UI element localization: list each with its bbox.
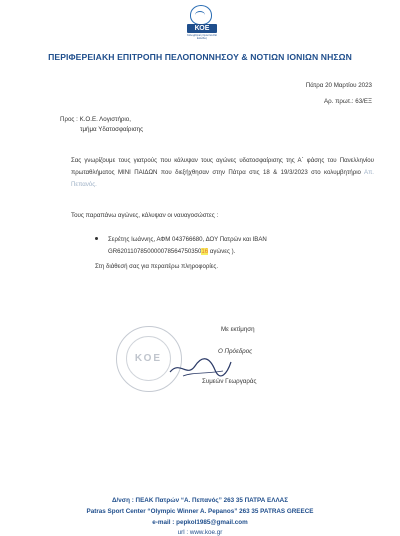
closing-line: Στη διάθεσή σας για περαιτέρω πληροφορίες. xyxy=(95,263,219,270)
letterhead-title: ΠΕΡΙΦΕΡΕΙΑΚΗ ΕΠΙΤΡΟΠΗ ΠΕΛΟΠΟΝΝΗΣΟΥ & ΝΟΤΙΩΝ ΙΟΝΙΩΝ ΝΗΣΩΝ xyxy=(48,52,352,62)
letter-body xyxy=(71,155,374,192)
protocol-number: Αρ. πρωτ.: 63/ΕΞ xyxy=(324,98,372,105)
signoff-regards: Με εκτίμηση xyxy=(221,326,255,333)
recipient-line-2: τμήμα Υδατοσφαίρισης xyxy=(80,126,144,133)
list-item-line-1: Σερέτης Ιωάννης, ΑΦΜ 043766680, ΔΟΥ Πατρών και IBAN xyxy=(108,236,267,243)
list-intro: Τους παραπάνω αγώνες, κάλυψαν οι ναυαγοσώστες : xyxy=(71,212,219,219)
iban-number: GR6201107850000078564750350 xyxy=(108,248,202,255)
official-stamp: ΚΟΕ xyxy=(116,326,182,392)
footer-email: e-mail : pepkol1985@gmail.com xyxy=(152,519,248,526)
footer-address-gr: Δ/νση : ΠΕΑΚ Πατρών “Α. Πεπανός” 263 35 ΠΑΤΡΑ ΕΛΛΑΣ xyxy=(112,497,288,504)
logo-subtext: Κολυμβητική Ομοσπονδία Ελλάδος xyxy=(187,34,217,40)
footer-url: url : www.koe.gr xyxy=(177,529,223,536)
koe-logo xyxy=(185,3,219,41)
body-faded-text: Απ. Πεπανός. xyxy=(71,169,374,189)
signoff-name: Συμεών Γεωργαράς xyxy=(202,378,257,385)
highlighted-count: 16 xyxy=(201,248,209,255)
footer-address-en: Patras Sport Center “Olympic Winner A. Pepanos” 263 35 PATRAS GREECE xyxy=(86,508,314,515)
bullet-icon xyxy=(95,236,106,243)
swimmer-logo-icon xyxy=(190,5,212,25)
list-item-suffix: αγώνες ). xyxy=(208,248,236,255)
list-item-line-2 xyxy=(108,248,235,255)
recipient-line-1: Προς : Κ.Ο.Ε. Λογιστήριο, xyxy=(60,116,131,123)
body-text: Σας γνωρίζουμε τους γιατρούς που κάλυψαν τους αγώνες υδατοσφαίρισης της Α΄ φάσης του Πανελληνίου πρωταθλήματος MINI ΠΑΙΔΩΝ που διεξήχθησαν στην Πάτρα στις 18 & 19/3/2023 στο κολυμβητήριο xyxy=(71,157,374,177)
logo-wordmark: ΚΟΕ xyxy=(187,24,217,33)
letter-date: Πάτρα 20 Μαρτίου 2023 xyxy=(305,82,372,89)
signoff-title: Ο Πρόεδρος xyxy=(218,348,253,355)
